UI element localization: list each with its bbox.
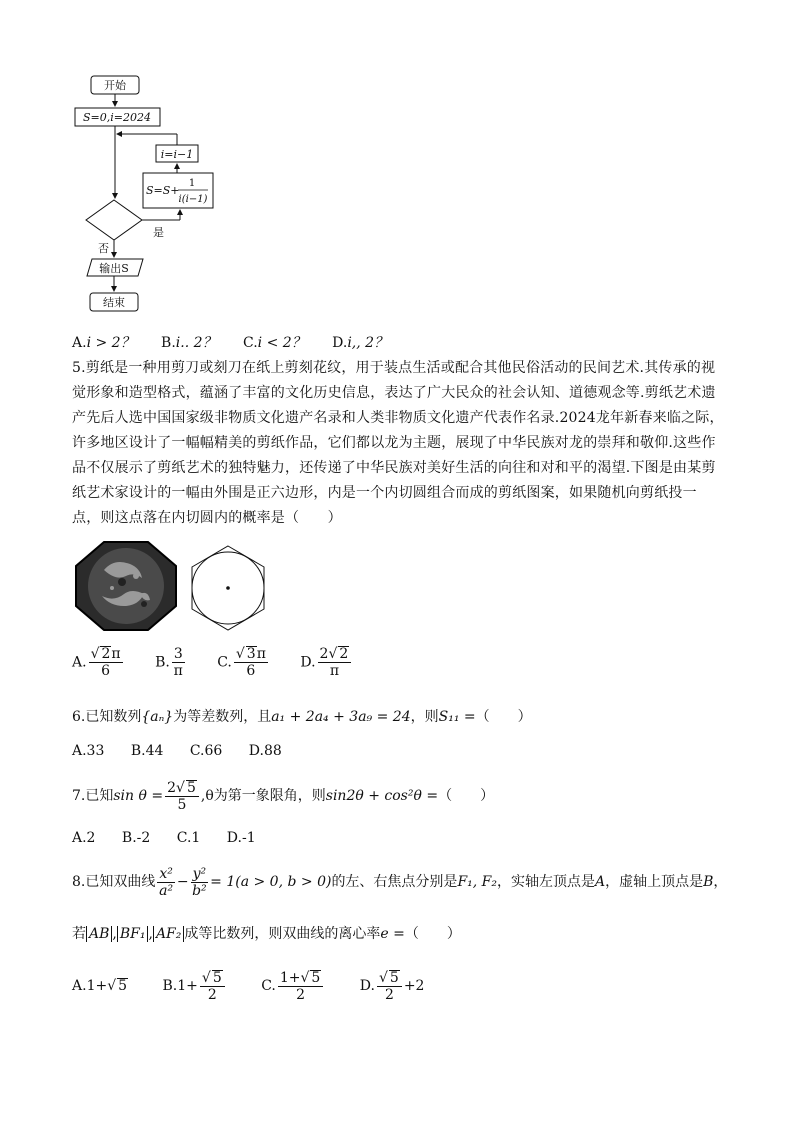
q7-option-a[interactable]: A.2 [72,830,96,846]
q8-option-b[interactable]: B.1+ $\frac{√ 5}{2}$ [163,966,227,1006]
flow-yes-label: 是 [153,226,164,239]
q6-option-c[interactable]: C.66 [189,743,223,759]
q6-option-b[interactable]: B.44 [130,743,164,759]
q7-options [72,828,278,848]
q4-option-c[interactable]: C.i < 2？ [242,335,306,351]
flow-decision-diamond [86,200,142,240]
q5-question-text: 5.剪纸是一种用剪刀或刻刀在纸上剪刻花纹，用于装点生活或配合其他民俗活动的民间艺术.其传承的视觉形象和造型格式，蕴涵了丰富的文化历史信息，表达了广大民众的社会认知、道德观念等.剪纸艺术遗产先后人选中国国家级非物质文化遗产名录和人类非物质文化遗产代表作名录.2024龙年新春来临之际，许多地区设计了一幅幅精美的剪纸作品，它们都以龙为主题，展现了中华民族对龙的崇拜和敬仰.这些作品不仅展示了剪纸艺术的独特魅力，还传递了中华民族对美好生活的向往和对和平的渴望.下图是由某剪纸艺术家设计的一幅由外围是正六边形，内是一个内切圆组合而成的剪纸图案，如果随机向剪纸投一点，则这点落在内切圆内的概率是（ ） [72,360,724,526]
q7-option-d[interactable]: D.-1 [226,830,256,846]
flow-start-label: 开始 [104,79,126,92]
flow-output-label: 输出S [99,262,129,275]
q8-question-line2: 若 AB , BF₁ , AF₂ 成等比数列，则双曲线的离心率e =（ ） [72,926,461,942]
q8-option-d[interactable]: D. $\frac{√ 5}{2}$ +2 [359,969,425,1003]
q8-question-line1: 8.已知双曲线 $\frac{\text{x²}}{\text{a²}}$ − $\frac{\text{y²}}{\text{b²}}$ = 1(a > 0, b > 0)的左、右焦点分别是F₁, F₂，实轴左顶点是A，虚轴上顶点是B， [72,865,728,899]
q5-options [72,646,375,690]
q5-option-d[interactable]: D. $\frac{2√ 2}{\pi}$ [300,646,353,679]
q4-option-a[interactable]: A.i > 2？ [72,335,135,351]
q8-options [72,966,446,1006]
flow-init-label: S=0,i=2024 [83,111,151,124]
flow-decrement-label: i=i−1 [160,148,194,161]
flow-end-label: 结束 [103,296,125,309]
q7-option-b[interactable]: B.-2 [121,830,151,846]
papercut-dragon-image [74,540,178,632]
hexagon-incircle-diagram [190,544,266,632]
q8-option-a[interactable]: A.1+√ 5 [72,978,128,994]
q4-options [72,333,410,353]
q7-question: 7.已知sin θ = $\frac{2√ 5}{5}$ ,θ为第一象限角，则sin2θ + cos²θ =（ ） [72,779,495,813]
q5-option-b[interactable]: B. $\frac{3}{\pi}$ [155,646,183,679]
q6-question: 6.已知数列{aₙ}为等差数列，且a₁ + 2a₄ + 3a₉ = 24，则S₁₁ =（ ） [72,709,532,725]
q6-options [72,741,304,761]
q5-option-a[interactable]: A. $\frac{√ 2\pi}{6}$ [72,646,121,679]
q6-option-a[interactable]: A.33 [72,743,105,759]
flow-update-num: 1 [188,178,196,189]
flow-no-label: 否 [98,242,109,255]
flowchart [68,70,248,320]
q8-option-c[interactable]: C. $\frac{1+√ 5}{2}$ [261,966,325,1006]
q5-option-c[interactable]: C. $\frac{√ 3\pi}{6}$ [217,646,266,679]
flow-update-prefix: S=S+ [146,184,180,197]
flow-update-den: i(i−1) [178,194,208,205]
q7-option-c[interactable]: C.1 [176,830,201,846]
q4-option-d[interactable]: D.i,, 2？ [332,335,389,351]
q4-option-b[interactable]: B.i.. 2？ [161,335,217,351]
q6-option-d[interactable]: D.88 [248,743,282,759]
